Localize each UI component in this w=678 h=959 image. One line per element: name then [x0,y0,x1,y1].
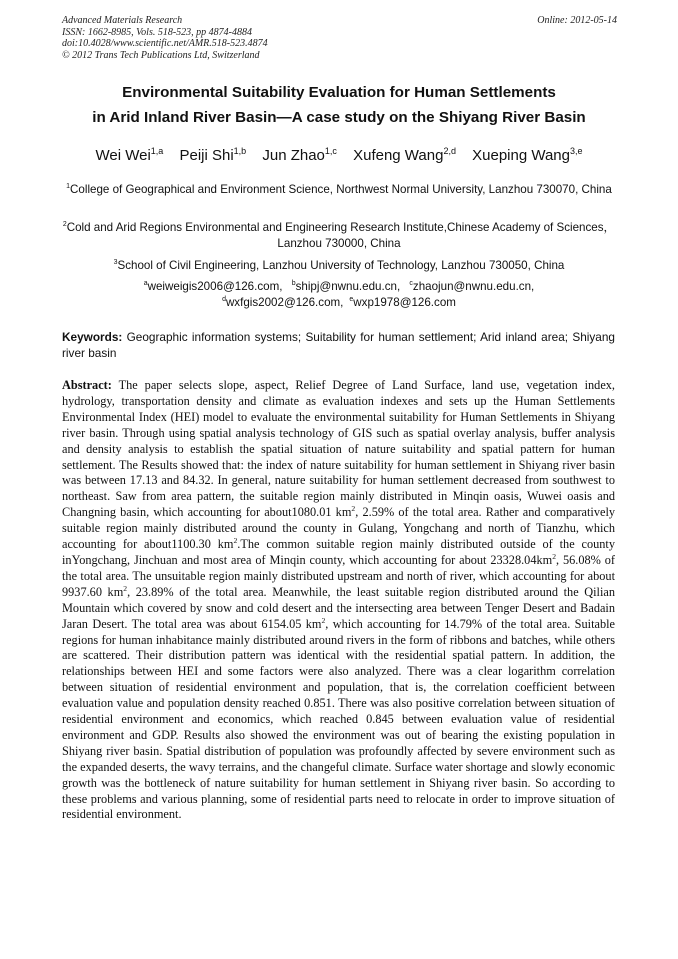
author-affiliation-mark: 1,c [324,146,337,156]
unit-superscript: 2 [123,583,128,593]
abstract-label: Abstract: [62,378,112,392]
author-name: Xufeng Wang [353,147,444,164]
email-entry [222,296,343,309]
email-mark: e [349,296,354,304]
email-entry [144,280,283,293]
keywords-section [62,329,615,361]
author-name: Peiji Shi [179,147,234,164]
author-name: Xueping Wang [472,147,570,164]
author [472,147,582,164]
author-affiliation-mark: 3,e [569,146,583,156]
doi-line: doi:10.4028/www.scientific.net/AMR.518-523.4874 [62,38,268,49]
title-line-1: Environmental Suitability Evaluation for Human Settlements [122,84,556,101]
email-entry [292,280,400,293]
author [353,147,456,164]
author-affiliation-mark: 1,b [233,146,247,156]
copyright-line: © 2012 Trans Tech Publications Ltd, Switzerland [62,49,260,61]
abstract-section [62,378,615,823]
affiliation-mark: 2 [62,221,67,229]
email-link[interactable]: wxp1978@126.com [353,296,456,309]
abstract-text: , 56.08% of the total area. The unsuitable region mainly distributed upstream and north of river, which accounting for about 9937.60 km [62,552,615,599]
email-entry [349,296,456,309]
affiliation-text: Cold and Arid Regions Environmental and Engineering Research Institute,Chinese Academy of Sciences，Lanzhou 730000, China [66,221,616,250]
email-entry [409,280,534,293]
author-name: Wei Wei [95,147,151,164]
keywords-label: Keywords: [62,330,123,344]
email-mark: b [291,280,296,288]
email-link[interactable]: wxfgis2002@126.com, [225,296,344,309]
abstract-text: , which accounting for 14.79% of the total area. Suitable regions for human inhabitance mainly distributed around rivers in the form of ribbons and batches, while others are scattered. Their distribution pattern was identical with the residential spatial pattern. In addition, the relationships between HEI and some factors were also analyzed. There was a clear logarithm correlation between situation of residential environment and population, that is, the correlation coefficient between evaluation value and population density reached 0.851. There was also positive correlation between situation of residential environment and economics, which reached 0.845 between evaluation value of residential environment and GDP. Results also showed the environment was out of bearing the existing population in Shiyang river basin. Spatial distribution of population was profoundly affected by severe environment such as the expanded deserts, the wavy terrains, and the changeful climate. Surface water shortage and slowly economic growth was the bottleneck of nature suitability for human settlement in Shiyang river basin. So according to these problems and various planning, some of residential parts need to relocate in order to improve situation of residential environment. [62,616,615,822]
abstract-text: .The common suitable region mainly distributed outside of the county inYongchang, Jinchuan and most area of Minqin county, which accounting for about 23328.04km [62,537,615,567]
abstract-text: , 23.89% of the total area. Meanwhile, the least suitable region distributed around the Qilian Mountain which covered by snow and cold desert and the intersecting area between Tenger Desert and Badain Jaran Desert. The total area was about 6154.05 km [62,584,615,631]
affiliation-2 [58,220,620,252]
author [262,147,337,164]
author-affiliation-mark: 1,a [150,146,164,156]
journal-header [62,15,617,61]
email-mark: d [222,296,226,304]
email-mark: a [143,280,148,288]
email-link[interactable]: shipj@nwnu.edu.cn, [295,280,401,293]
unit-superscript: 2 [233,535,238,545]
affiliation-3 [58,258,620,274]
unit-superscript: 2 [552,551,556,561]
author [95,147,163,164]
email-mark: c [409,280,413,288]
email-link[interactable]: weiweigis2006@126.com, [147,280,283,293]
abstract-text: , 2.59% of the total area. Rather and comparatively suitable region mainly distributed around the county in Gulang, Yongchang and north of Tianzhu, which accounting for about1100.30 km [62,505,616,552]
author-name: Jun Zhao [262,147,325,164]
affiliation-mark: 3 [113,259,118,267]
email-link[interactable]: zhaojun@nwnu.edu.cn, [412,280,535,293]
online-date: Online: 2012-05-14 [537,15,617,26]
keywords-text: Geographic information systems; Suitability for human settlement; Arid inland area; Shiyang river basin [62,330,615,360]
unit-superscript: 2 [321,615,326,625]
affiliation-mark: 1 [66,183,71,191]
unit-superscript: 2 [351,504,356,514]
affiliation-1 [58,182,620,198]
author [179,147,246,164]
paper-title [40,80,638,130]
affiliation-text: College of Geographical and Environment Science, Northwest Normal University, Lanzhou 730070, China [70,183,612,196]
author-affiliation-mark: 2,d [443,146,456,156]
abstract-text: The paper selects slope, aspect, Relief Degree of Land Surface, land use, vegetation index, hydrology, transportation density and climate as evaluation indexes and sets up the Human Settlements Environmental Index (HEI) model to evaluate the environmental suitability for Human Settlements in Shiyang river basin. Through using spatial analysis technology of GIS such as spatial overlay analysis, buffer analysis and density analysis to establish the spatial situation of nature suitability and spatial pattern for human settlement. The Results showed that: the index of nature suitability for human settlement in Shiyang river basin was between 17.13 and 84.32. In general, nature suitability for human settlement decreased from southwest to northeast. Saw from area pattern, the suitable region mainly distributed in Minqin oasis, Wuwei oasis and Changning basin, which accounting for about1080.01 km [62,378,615,520]
author-list [40,146,638,166]
affiliation-text: School of Civil Engineering, Lanzhou University of Technology, Lanzhou 730050, China [117,259,565,272]
journal-name: Advanced Materials Research [62,15,183,26]
title-line-2: in Arid Inland River Basin—A case study on the Shiyang River Basin [92,109,586,126]
email-list [58,279,620,311]
issn-line: ISSN: 1662-8985, Vols. 518-523, pp 4874-4884 [62,26,252,38]
